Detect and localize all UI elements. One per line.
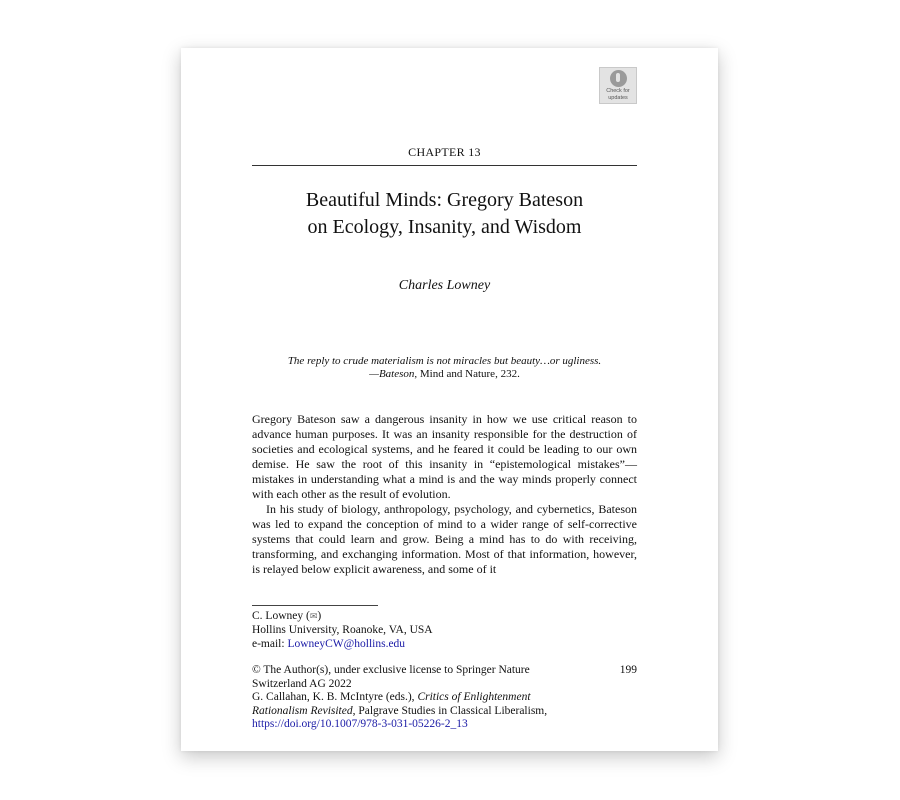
badge-label-line1: Check for (606, 88, 630, 94)
body-text (252, 412, 637, 577)
citation-line-1 (252, 691, 637, 705)
page-number: 199 (619, 664, 637, 676)
epigraph (252, 355, 637, 381)
doi-link[interactable]: https://doi.org/10.1007/978-3-031-05226-2_13 (252, 718, 468, 730)
chapter-heading: CHAPTER 13 (252, 145, 637, 166)
envelope-icon: ✉ (309, 611, 318, 621)
paragraph-1: Gregory Bateson saw a dangerous insanity in how we use critical reason to advance human purposes. It was an insanity responsible for the destruction of societies and ecological systems, and he feared it could be leading to our own demise. He saw the root of this insanity in “epistemological mistakes”—mistakes in understanding what a mind is and the way minds properly connect with each other as the result of evolution. (252, 412, 637, 501)
paper-page (181, 48, 718, 751)
copyright-line-2: Switzerland AG 2022 (252, 677, 352, 690)
affiliation-email-line (252, 637, 637, 651)
series-name: , Palgrave Studies in Classical Liberalism, (352, 704, 548, 717)
doi-line (252, 718, 637, 732)
book-title-part-1: Critics of Enlightenment (417, 691, 531, 703)
copyright-block (252, 664, 637, 732)
affiliation-institution: Hollins University, Roanoke, VA, USA (252, 624, 433, 636)
email-label: e-mail: (252, 638, 288, 650)
citation-line-2 (252, 705, 637, 719)
badge-label-line2: updates (608, 95, 628, 101)
copyright-line-1: © The Author(s), under exclusive license to Springer Nature (252, 664, 530, 676)
affiliation-name: C. Lowney (252, 610, 304, 622)
paragraph-2: In his study of biology, anthropology, psychology, and cybernetics, Bateson was led to expand the conception of mind to a wider range of self-corrective systems that could learn and grow. Being a mind has to do with receiving, transforming, and exchanging information. Most of that information, however, is relayed below explicit awareness, and some of it (252, 502, 637, 576)
book-title-part-2: Rationalism Revisited (252, 704, 353, 717)
epigraph-work: Mind and Nature (419, 368, 496, 380)
epigraph-page: , 232. (495, 368, 520, 380)
editors: G. Callahan, K. B. McIntyre (eds.), (252, 691, 418, 703)
epigraph-author: —Bateson (369, 368, 415, 380)
title-line-2: on Ecology, Insanity, and Wisdom (307, 216, 582, 238)
epigraph-quote: The reply to crude materialism is not miracles but beauty…or ugliness. (287, 355, 602, 367)
check-for-updates-badge[interactable] (599, 67, 637, 104)
affiliation-name-line: C. Lowney (✉) (252, 610, 322, 622)
epigraph-attribution (252, 368, 637, 381)
epigraph-sep: , (414, 368, 420, 380)
email-link[interactable]: LowneyCW@hollins.edu (287, 638, 406, 650)
title-line-1: Beautiful Minds: Gregory Bateson (305, 189, 584, 211)
chapter-title (252, 187, 637, 241)
author-name: Charles Lowney (398, 278, 491, 293)
check-for-updates-icon (610, 70, 627, 87)
footnote-divider (252, 605, 378, 606)
author-affiliation (252, 609, 637, 651)
